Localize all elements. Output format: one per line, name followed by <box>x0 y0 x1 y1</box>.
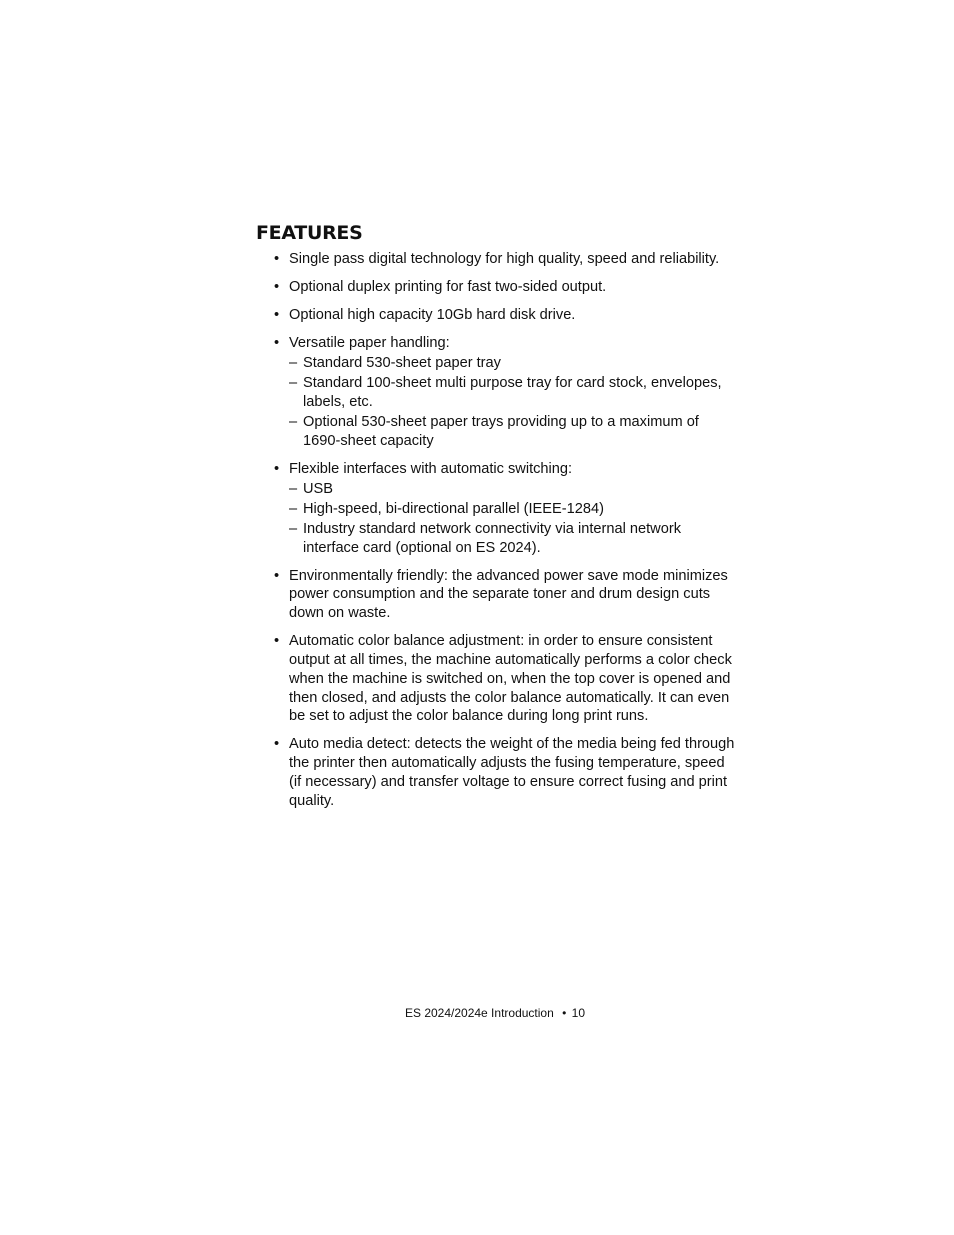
dash-icon: – <box>289 354 298 371</box>
feature-item <box>274 278 736 297</box>
dash-icon: – <box>289 413 298 430</box>
bullet-icon: • <box>274 278 280 295</box>
feature-item <box>274 306 736 325</box>
feature-text: Flexible interfaces with automatic switching: <box>289 460 573 477</box>
section-heading: FEATURES <box>256 222 363 244</box>
feature-text: Optional high capacity 10Gb hard disk drive. <box>289 306 576 323</box>
bullet-icon: • <box>274 251 280 267</box>
sub-item <box>289 354 736 373</box>
bullet-icon: • <box>274 633 280 650</box>
sub-item-text: High-speed, bi-directional parallel (IEEE-1284) <box>303 500 604 517</box>
sub-item-text: USB <box>303 480 334 497</box>
sub-item <box>289 520 736 558</box>
feature-item <box>274 460 736 558</box>
sub-item-text: Standard 530-sheet paper tray <box>303 354 501 371</box>
bullet-icon: • <box>274 567 280 584</box>
feature-text: Auto media detect: detects the weight of the media being fed through the printer then automatically adjusts the fusing temperature, speed (if necessary) and transfer voltage to ensure correct fusing and print quality. <box>289 736 735 809</box>
sub-item-text: Optional 530-sheet paper trays providing up to a maximum of 1690-sheet capacity <box>303 413 699 449</box>
feature-text: Versatile paper handling: <box>289 334 450 351</box>
sub-item-text: Industry standard network connectivity via internal network interface card (optional on ES 2024). <box>303 520 681 556</box>
sub-list <box>289 480 736 558</box>
feature-text: Optional duplex printing for fast two-sided output. <box>289 278 607 295</box>
dash-icon: – <box>289 520 298 537</box>
dash-icon: – <box>289 374 298 391</box>
feature-text: Single pass digital technology for high quality, speed and reliability. <box>289 251 720 267</box>
feature-item <box>274 567 736 623</box>
feature-item <box>274 250 736 269</box>
dash-icon: – <box>289 480 298 497</box>
sub-item <box>289 480 736 499</box>
bullet-icon: • <box>274 334 280 351</box>
feature-item <box>274 735 736 810</box>
features-list <box>274 250 736 820</box>
footer-title: ES 2024/2024e Introduction <box>404 1006 554 1020</box>
sub-item-text: Standard 100-sheet multi purpose tray for card stock, envelopes, labels, etc. <box>303 374 722 410</box>
feature-text: Automatic color balance adjustment: in order to ensure consistent output at all times, the machine automatically performs a color check when the machine is switched on, when the top cover is opened and then closed, and adjusts the color balance automatically. It can even be set to adjust the color balance during long print runs. <box>289 633 732 725</box>
bullet-icon: • <box>274 460 280 477</box>
feature-item <box>274 334 736 451</box>
sub-item <box>289 500 736 519</box>
sub-item <box>289 413 736 451</box>
feature-item <box>274 632 736 726</box>
footer-separator: • <box>562 1006 567 1020</box>
dash-icon: – <box>289 500 298 517</box>
page-footer <box>0 1006 954 1020</box>
bullet-icon: • <box>274 306 280 323</box>
sub-list <box>289 354 736 451</box>
feature-text: Environmentally friendly: the advanced power save mode minimizes power consumption and the separate toner and drum design cuts down on waste. <box>289 567 728 622</box>
page-number: 10 <box>571 1006 586 1020</box>
sub-item <box>289 374 736 412</box>
bullet-icon: • <box>274 736 280 753</box>
